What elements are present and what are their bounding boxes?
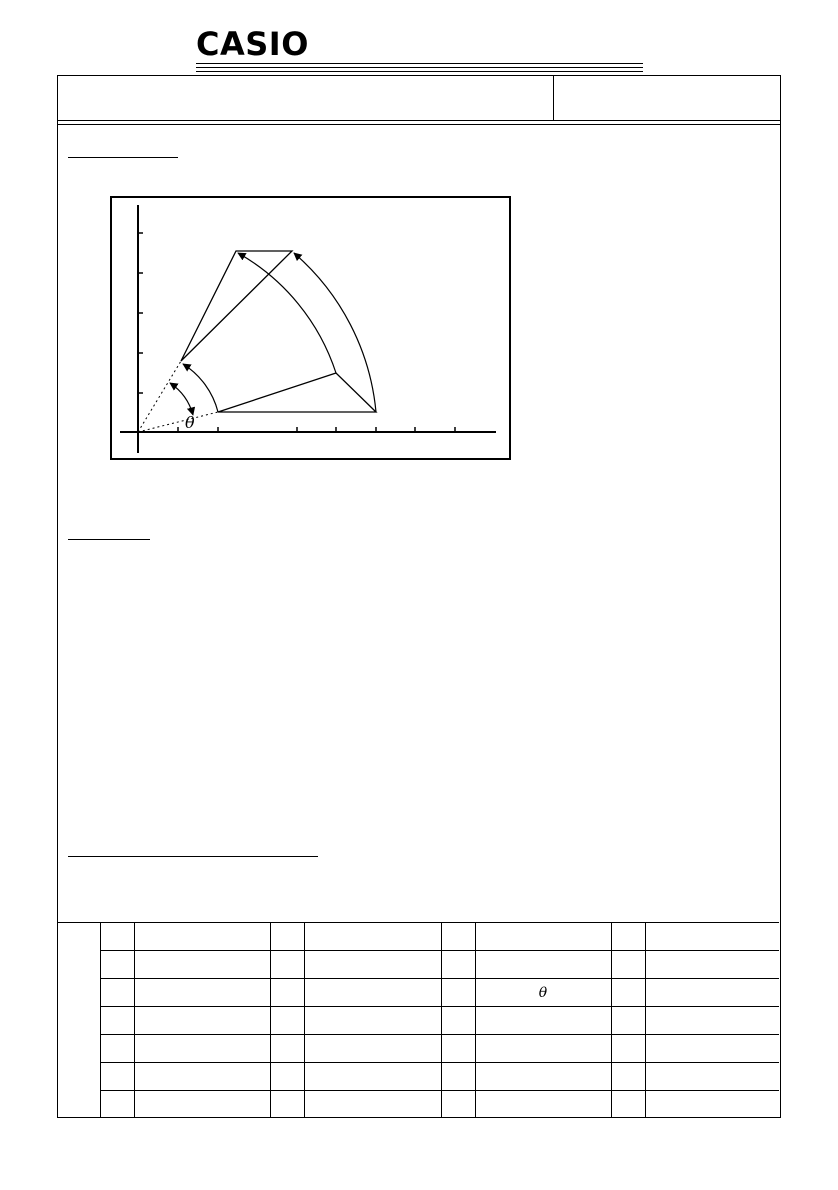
rotation-arc-vertex-b: [238, 253, 336, 373]
table-cell: [270, 1007, 304, 1035]
table-cell: [645, 1091, 779, 1119]
table-cell: [441, 1035, 475, 1063]
table-cell: [645, 1063, 779, 1091]
table-cell: [270, 923, 304, 951]
table-cell: [441, 979, 475, 1007]
table-cell: [645, 979, 779, 1007]
table-cell: [611, 1035, 645, 1063]
table-cell: [441, 923, 475, 951]
table-cell: [270, 951, 304, 979]
table-cell: [611, 1063, 645, 1091]
table-cell: [100, 951, 134, 979]
section-heading-3: [68, 836, 318, 857]
header-divider: [553, 75, 554, 121]
table-cell: [270, 979, 304, 1007]
table-cell: [304, 951, 441, 979]
table-cell: [100, 923, 134, 951]
section-heading-1: [68, 137, 178, 158]
original-triangle: [218, 373, 376, 412]
table-row: [57, 1035, 779, 1063]
table-cell: [475, 1035, 611, 1063]
rotation-figure: [112, 198, 513, 462]
table-side-cell: [57, 923, 100, 1119]
table-cell: [100, 1007, 134, 1035]
table-cell: [134, 1007, 270, 1035]
table-cell: [100, 1091, 134, 1119]
table-cell: [441, 951, 475, 979]
radius-guide-rotated: [138, 361, 181, 432]
table-cell: [304, 979, 441, 1007]
worksheet-table: [57, 922, 779, 1118]
table-cell: [270, 1035, 304, 1063]
table-cell: [304, 1035, 441, 1063]
table-cell: [475, 1091, 611, 1119]
table-cell: [134, 923, 270, 951]
table-cell: [475, 1007, 611, 1035]
header-bottom-rule-double: [57, 124, 781, 125]
table-cell: [645, 1007, 779, 1035]
table-cell: [134, 1091, 270, 1119]
table-cell: [100, 979, 134, 1007]
table-cell: [134, 1063, 270, 1091]
table-cell: [611, 979, 645, 1007]
casio-logo: CASIO: [196, 25, 309, 63]
code-field: [566, 86, 766, 110]
table-cell: [475, 951, 611, 979]
table-cell: [475, 923, 611, 951]
table-cell: [134, 951, 270, 979]
table-cell: [441, 1007, 475, 1035]
table-cell: θ: [475, 979, 611, 1007]
table-row: [57, 1091, 779, 1119]
table-cell: [100, 1035, 134, 1063]
header-rule-middle: [196, 67, 643, 68]
rotation-arc-vertex-a: [183, 364, 218, 412]
table-cell: [270, 1063, 304, 1091]
table-cell: [611, 951, 645, 979]
table-cell: [134, 1035, 270, 1063]
table-cell: [304, 1091, 441, 1119]
table-cell: [611, 923, 645, 951]
table-cell: [611, 1091, 645, 1119]
angle-theta-label: θ: [185, 413, 195, 432]
table-cell: [441, 1063, 475, 1091]
table-cell: [270, 1091, 304, 1119]
table-cell: [441, 1091, 475, 1119]
table-row: [57, 1007, 779, 1035]
table-row: [57, 951, 779, 979]
table-cell: [645, 923, 779, 951]
table-cell: [100, 1063, 134, 1091]
section-heading-2: [68, 519, 150, 540]
table-cell: [134, 979, 270, 1007]
table-row: [57, 1063, 779, 1091]
title-field: [70, 86, 540, 110]
table-cell: [645, 1035, 779, 1063]
table-cell: [645, 951, 779, 979]
angle-theta-arc: [170, 383, 193, 415]
header-rule-top: [196, 63, 643, 64]
rotation-graph: [110, 196, 511, 460]
table-cell: [304, 1007, 441, 1035]
table-cell: [304, 1063, 441, 1091]
table-row: [57, 979, 779, 1007]
table-cell: [475, 1063, 611, 1091]
table-row: [57, 923, 779, 951]
rotation-arc-vertex-c: [294, 253, 376, 412]
header-rule-bottom: [196, 71, 643, 72]
header-bottom-rule: [57, 120, 781, 121]
table-cell: [611, 1007, 645, 1035]
table-cell: [304, 923, 441, 951]
rotated-triangle: [181, 251, 292, 361]
